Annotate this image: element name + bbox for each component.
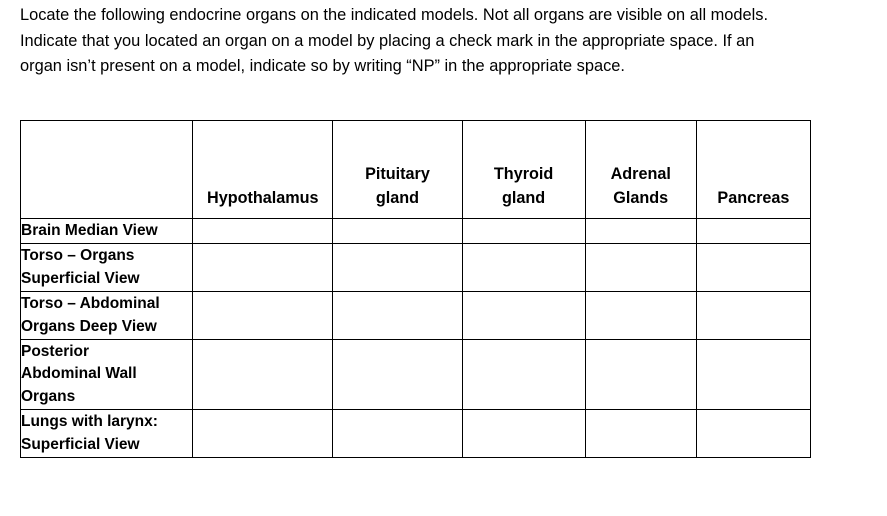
header-pituitary-gland	[333, 121, 462, 219]
row-label-line-2: Superficial View	[21, 435, 140, 453]
instructions-line-2: Indicate that you located an organ on a model by placing a check mark in the appropriate space. If an	[20, 31, 755, 50]
answer-cell-torso-deep-hypothalamus[interactable]	[193, 292, 333, 340]
instructions	[20, 3, 880, 80]
header-hypothalamus	[193, 121, 333, 219]
table-row-brain-median-view	[21, 219, 811, 244]
answer-cell-lungs-pancreas[interactable]	[696, 410, 810, 458]
answer-cell-torso-deep-adrenal[interactable]	[585, 292, 696, 340]
header-thyroid-gland	[462, 121, 585, 219]
header-row	[21, 121, 811, 219]
row-label-posterior-abdominal-wall	[21, 340, 193, 410]
answer-cell-torso-deep-thyroid[interactable]	[462, 292, 585, 340]
row-label-torso-abdominal-deep	[21, 292, 193, 340]
answer-cell-lungs-pituitary[interactable]	[333, 410, 462, 458]
header-thyroid-line-2: gland	[502, 189, 546, 207]
table-row-torso-organs-superficial	[21, 244, 811, 292]
answer-cell-torso-superficial-adrenal[interactable]	[585, 244, 696, 292]
row-label-line-1: Lungs with larynx:	[21, 413, 158, 430]
row-label-line-1: Posterior	[21, 342, 90, 360]
answer-cell-brain-pituitary[interactable]	[333, 219, 462, 244]
endocrine-organs-table	[20, 120, 811, 458]
header-adrenal-line-2: Glands	[613, 189, 669, 207]
row-label-line-1: Brain Median View	[21, 221, 158, 239]
header-adrenal-label	[611, 162, 671, 210]
answer-cell-torso-deep-pituitary[interactable]	[333, 292, 462, 340]
answer-cell-torso-superficial-hypothalamus[interactable]	[193, 244, 333, 292]
table-row-lungs-larynx-superficial	[21, 410, 811, 458]
row-label-line-3: Organs	[21, 387, 76, 405]
answer-cell-posterior-pituitary[interactable]	[333, 340, 462, 410]
answer-cell-brain-thyroid[interactable]	[462, 219, 585, 244]
row-label-line-2: Organs Deep View	[21, 317, 157, 335]
instructions-line-1: Locate the following endocrine organs on the indicated models. Not all organs are visible on all models.	[20, 6, 769, 24]
header-corner-cell	[21, 121, 193, 219]
header-thyroid-line-1: Thyroid	[493, 165, 554, 183]
instructions-line-3: organ isn’t present on a model, indicate so by writing “NP” in the appropriate space.	[20, 57, 625, 75]
row-label-brain-median-view	[21, 219, 193, 244]
header-pancreas	[696, 121, 810, 219]
answer-cell-torso-superficial-thyroid[interactable]	[462, 244, 585, 292]
answer-cell-posterior-thyroid[interactable]	[462, 340, 585, 410]
answer-cell-brain-hypothalamus[interactable]	[193, 219, 333, 244]
answer-cell-posterior-adrenal[interactable]	[585, 340, 696, 410]
answer-cell-lungs-hypothalamus[interactable]	[193, 410, 333, 458]
header-thyroid-label	[494, 162, 553, 210]
answer-cell-lungs-thyroid[interactable]	[462, 410, 585, 458]
answer-cell-torso-deep-pancreas[interactable]	[696, 292, 810, 340]
answer-cell-lungs-adrenal[interactable]	[585, 410, 696, 458]
row-label-line-2: Superficial View	[21, 269, 140, 287]
table-row-posterior-abdominal-wall	[21, 340, 811, 410]
header-pituitary-line-1: Pituitary	[365, 165, 430, 183]
answer-cell-torso-superficial-pancreas[interactable]	[696, 244, 810, 292]
answer-cell-brain-adrenal[interactable]	[585, 219, 696, 244]
answer-cell-posterior-hypothalamus[interactable]	[193, 340, 333, 410]
answer-cell-posterior-pancreas[interactable]	[696, 340, 810, 410]
header-pituitary-line-2: gland	[375, 189, 420, 207]
row-label-line-1: Torso – Organs	[21, 247, 135, 264]
answer-cell-torso-superficial-pituitary[interactable]	[333, 244, 462, 292]
row-label-lungs-larynx-superficial	[21, 410, 193, 458]
row-label-line-1: Torso – Abdominal	[21, 295, 160, 312]
row-label-torso-organs-superficial	[21, 244, 193, 292]
table-row-torso-abdominal-deep	[21, 292, 811, 340]
header-pancreas-label: Pancreas	[717, 189, 790, 207]
row-label-line-2: Abdominal Wall	[21, 365, 137, 383]
answer-cell-brain-pancreas[interactable]	[696, 219, 810, 244]
header-hypothalamus-label: Hypothalamus	[207, 189, 319, 207]
header-pituitary-label	[365, 162, 430, 210]
header-adrenal-line-1: Adrenal	[610, 165, 671, 183]
header-adrenal-glands	[585, 121, 696, 219]
